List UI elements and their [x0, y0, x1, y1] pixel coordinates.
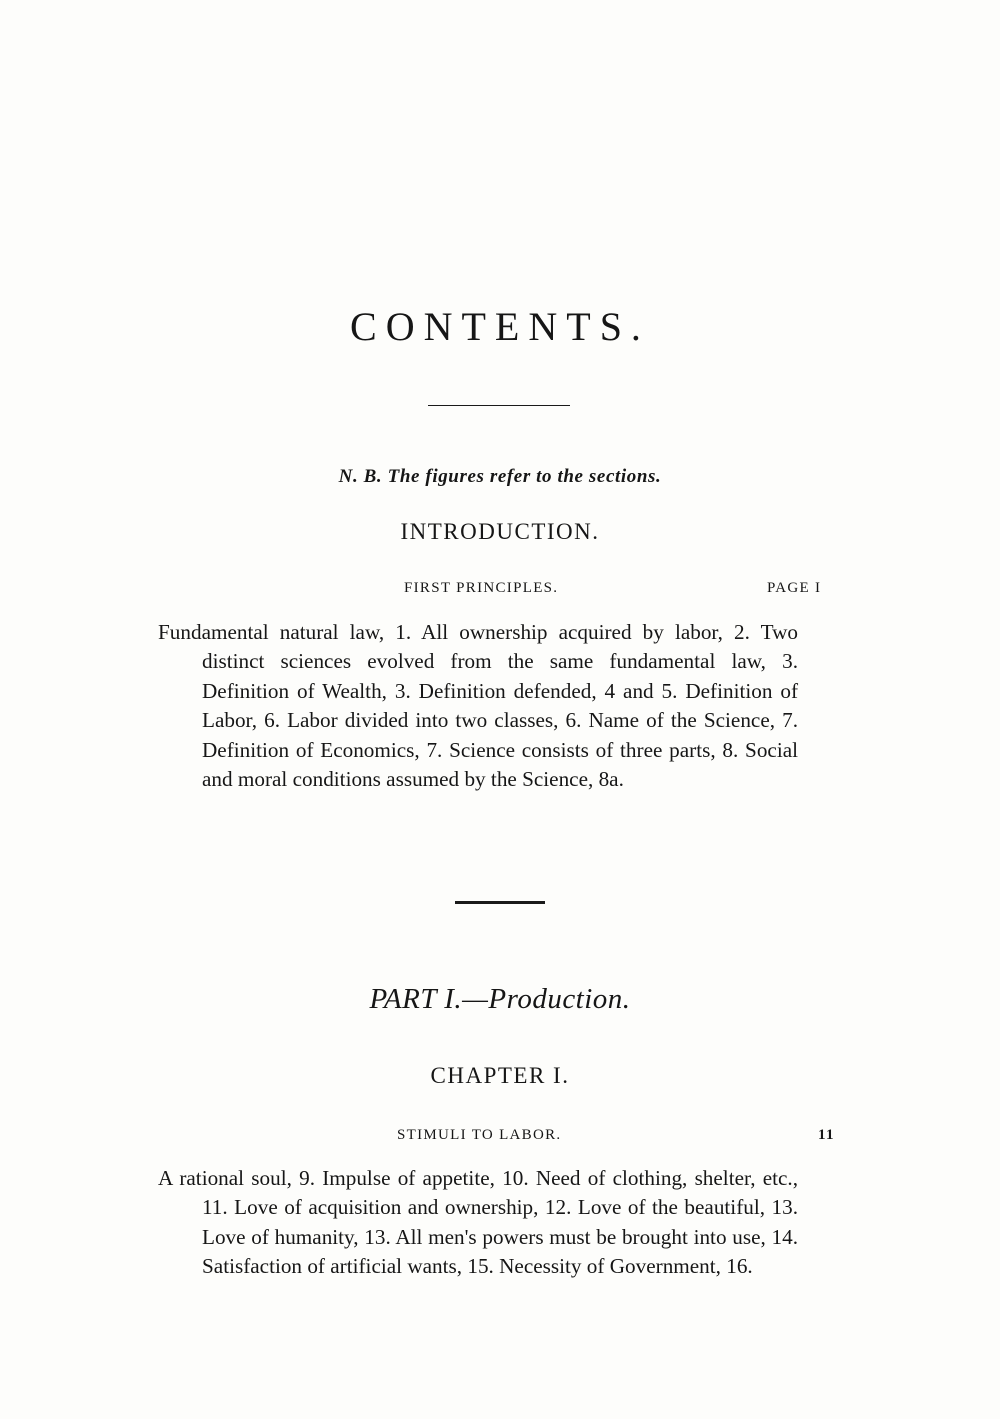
chapter-summary: A rational soul, 9. Impulse of appetite, 10. Need of clothing, shelter, etc., 11. Love of acquisition and ownership, 12. Love of the beautiful, 13. Love of humanity, 13. All men's powers must be brought into use, 14. Satisfaction of artificial wants, 15. Necessity of Government, 16. — [158, 1166, 798, 1279]
introduction-summary: Fundamental natural law, 1. All ownership acquired by labor, 2. Two distinct sciences evolved from the same fundamental law, 3. Definition of Wealth, 3. Definition defended, 4 and 5. Definition of Labor, 6. Labor divided into two classes, 6. Name of the Science, 7. Definition of Economics, 7. Science consists of three parts, 8. Social and moral conditions assumed by the Science, 8a. — [158, 620, 798, 792]
introduction-heading: INTRODUCTION. — [400, 519, 600, 544]
chapter-subheading: STIMULI TO LABOR. — [397, 1127, 562, 1143]
chapter-heading: CHAPTER I. — [430, 1063, 570, 1088]
title-divider — [428, 405, 570, 406]
chapter-page-ref: 11 — [818, 1127, 835, 1143]
note-line: N. B. The figures refer to the sections. — [338, 466, 662, 487]
introduction-page-ref: PAGE I — [767, 580, 822, 596]
section-divider — [455, 901, 545, 904]
introduction-subheading: FIRST PRINCIPLES. — [404, 580, 559, 596]
part-heading: PART I.—Production. — [369, 983, 631, 1015]
page-title: CONTENTS. — [350, 304, 650, 349]
